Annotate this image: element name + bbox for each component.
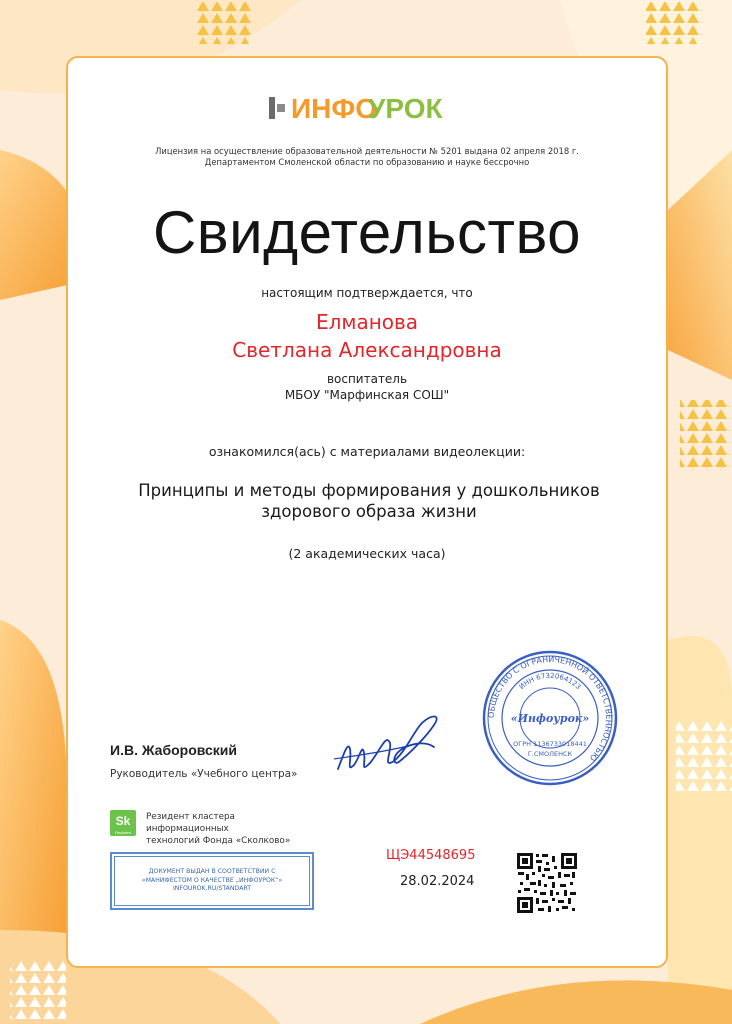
quality-standard-box [110, 852, 314, 910]
skolkovo-text [146, 811, 316, 847]
svg-text:УРОК: УРОК [368, 93, 443, 124]
infourok-logo-icon [267, 91, 467, 125]
skolkovo-icon [110, 810, 136, 836]
confirm-text: настоящим подтверждается, что [261, 286, 473, 300]
qr-code-icon[interactable] [516, 852, 578, 914]
stamp-ogrn: ОГРН 1136733018441 [513, 740, 587, 748]
stamp-city: Г.СМОЛЕНСК [527, 750, 573, 758]
signatory-role: Руководитель «Учебного центра» [110, 768, 298, 780]
signature-icon [330, 703, 450, 783]
stamp-icon [480, 648, 620, 788]
svg-text:ИНФО: ИНФО [291, 93, 378, 124]
standard-line-2: «МАНИФЕСТОМ О КАЧЕСТВЕ „ИНФОУРОК“» [141, 876, 283, 884]
recipient-organization: МБОУ "Марфинская СОШ" [284, 388, 450, 402]
skolkovo-badge-sub: Resident [115, 830, 131, 835]
standard-link[interactable]: INFOUROK.RU/STANDART [172, 885, 252, 893]
license-line-1: Лицензия на осуществление образовательной деятельности № 5201 выдана 02 апреля 2018 г. [155, 146, 579, 156]
standard-line-1: ДОКУМЕНТ ВЫДАН В СООТВЕТСТВИИ С [148, 868, 276, 876]
stamp-center-text: «Инфоурок» [510, 712, 590, 725]
signatory-name: И.В. Жаборовский [110, 742, 238, 758]
stamp-ring-text: ОБЩЕСТВО С ОГРАНИЧЕННОЙ ОТВЕТСТВЕННОСТЬЮ [486, 654, 614, 763]
course-hours: (2 академических часа) [288, 546, 446, 561]
course-title: Принципы и методы формирования у дошкольников здорового образа жизни [138, 481, 600, 521]
intro-text: ознакомился(ась) с материалами видеолекции: [208, 444, 526, 459]
recipient-position: воспитатель [326, 372, 408, 386]
certificate-number: ЩЭ44548695 [386, 848, 476, 863]
skolkovo-line-1: Резидент кластера информационных [146, 812, 235, 834]
skolkovo-line-2: технологий Фонда «Сколково» [146, 836, 291, 846]
issue-date: 28.02.2024 [400, 874, 475, 889]
recipient-surname: Елманова [315, 310, 419, 334]
stamp-inn: ИНН 6732064123 [517, 671, 583, 692]
license-line-2: Департаментом Смоленской области по образованию и науке бессрочно [204, 157, 530, 167]
certificate-card [66, 56, 668, 968]
infourok-logo [68, 91, 666, 129]
certificate-title: Свидетельство [152, 199, 582, 266]
skolkovo-badge-text: Sk [115, 814, 131, 828]
recipient-given-names: Светлана Александровна [232, 338, 502, 362]
license-text [68, 146, 666, 168]
